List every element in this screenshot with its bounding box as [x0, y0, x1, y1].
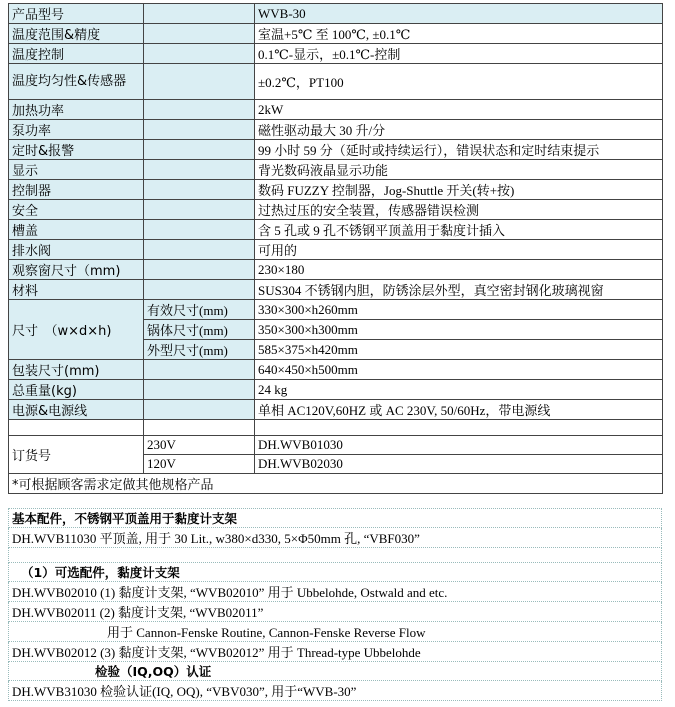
spec-value: 背光数码液晶显示功能 [255, 160, 663, 180]
spec-size-row [9, 300, 663, 320]
basic-accessory-item: DH.WVB11030 平顶盖, 用于 30 Lit., w380×d330, 5×Φ50mm 孔, “VBF030” [9, 528, 662, 548]
basic-accessories-title: 基本配件，不锈钢平顶盖用于黏度计支架 [9, 509, 662, 528]
spec-order-number: DH.WVB02030 [255, 455, 663, 474]
spec-blank [144, 420, 255, 436]
spec-mid [144, 280, 255, 300]
spec-order-number: DH.WVB01030 [255, 436, 663, 455]
spec-row [9, 120, 663, 140]
spec-note-row [9, 474, 663, 494]
spec-label: 材料 [9, 280, 144, 300]
spec-mid [144, 44, 255, 64]
spec-row [9, 44, 663, 64]
spec-label: 温度范围&精度 [9, 24, 144, 44]
acc-row [9, 509, 662, 528]
spec-size-label: 尺寸 （w×d×h) [9, 300, 144, 360]
spec-label: 安全 [9, 200, 144, 220]
spec-mid [144, 200, 255, 220]
optional-accessories-title: （1）可选配件，黏度计支架 [9, 563, 662, 582]
spec-order-voltage: 120V [144, 455, 255, 474]
spec-label: 控制器 [9, 180, 144, 200]
acc-row [9, 681, 662, 701]
spec-label: 泵功率 [9, 120, 144, 140]
spec-order-label: 订货号 [9, 436, 144, 474]
spec-value: 磁性驱动最大 30 升/分 [255, 120, 663, 140]
spec-row [9, 140, 663, 160]
spec-value: 数码 FUZZY 控制器，Jog-Shuttle 开关(转+按) [255, 180, 663, 200]
spec-value: 230×180 [255, 260, 663, 280]
spec-mid [144, 64, 255, 100]
acc-row [9, 563, 662, 582]
spec-label: 温度均匀性&传感器 [9, 64, 144, 100]
optional-item-1: DH.WVB02010 (1) 黏度计支架, “WVB02010” 用于 Ubbelohde, Ostwald and etc. [9, 582, 662, 602]
spec-mid [144, 4, 255, 24]
spec-label: 加热功率 [9, 100, 144, 120]
spec-label: 包装尺寸(mm) [9, 360, 144, 380]
spec-size-sub: 有效尺寸(mm) [144, 300, 255, 320]
spec-row [9, 260, 663, 280]
spec-value: ±0.2℃，PT100 [255, 64, 663, 100]
spec-row [9, 24, 663, 44]
spec-note: *可根据顾客需求定做其他规格产品 [9, 474, 663, 494]
spec-row [9, 360, 663, 380]
accessories-table [8, 508, 662, 701]
verification-title: 检验（IQ,OQ）认证 [9, 662, 662, 681]
spec-size-sub: 锅体尺寸(mm) [144, 320, 255, 340]
spec-value: 99 小时 59 分（延时或持续运行），错误状态和定时结束提示 [255, 140, 663, 160]
spec-label: 排水阀 [9, 240, 144, 260]
spec-value: 24 kg [255, 380, 663, 400]
acc-row [9, 622, 662, 642]
spacer [9, 548, 662, 563]
spec-value: 过热过压的安全装置，传感器错误检测 [255, 200, 663, 220]
spec-value: 2kW [255, 100, 663, 120]
spec-mid [144, 180, 255, 200]
spec-blank-row [9, 420, 663, 436]
spec-label: 观察窗尺寸（mm) [9, 260, 144, 280]
optional-item-2-usage: 用于 Cannon-Fenske Routine, Cannon-Fenske Reverse Flow [9, 622, 662, 642]
spec-row [9, 280, 663, 300]
spec-value: 含 5 孔或 9 孔不锈钢平顶盖用于黏度计插入 [255, 220, 663, 240]
spec-value: 单相 AC120V,60HZ 或 AC 230V, 50/60Hz，带电源线 [255, 400, 663, 420]
spec-label: 总重量(kg) [9, 380, 144, 400]
spec-blank [9, 420, 144, 436]
spec-blank [255, 420, 663, 436]
spec-mid [144, 24, 255, 44]
spec-row [9, 200, 663, 220]
spec-label: 电源&电源线 [9, 400, 144, 420]
spec-row [9, 380, 663, 400]
spec-value: SUS304 不锈钢内胆，防锈涂层外型，真空密封钢化玻璃视窗 [255, 280, 663, 300]
acc-row [9, 662, 662, 681]
spec-label: 温度控制 [9, 44, 144, 64]
spec-mid [144, 360, 255, 380]
spec-order-voltage: 230V [144, 436, 255, 455]
spec-row [9, 180, 663, 200]
spec-row [9, 100, 663, 120]
spec-size-value: 585×375×h420mm [255, 340, 663, 360]
spec-mid [144, 120, 255, 140]
spec-row [9, 4, 663, 24]
spec-row [9, 220, 663, 240]
spec-mid [144, 400, 255, 420]
spec-order-row [9, 436, 663, 455]
spec-value: 0.1℃-显示，±0.1℃-控制 [255, 44, 663, 64]
spec-mid [144, 220, 255, 240]
spec-label: 产品型号 [9, 4, 144, 24]
acc-row [9, 548, 662, 563]
spec-value: WVB-30 [255, 4, 663, 24]
spec-mid [144, 380, 255, 400]
spec-value: 640×450×h500mm [255, 360, 663, 380]
spec-table [8, 3, 663, 494]
spec-label: 槽盖 [9, 220, 144, 240]
spec-row [9, 400, 663, 420]
spec-value: 可用的 [255, 240, 663, 260]
spec-mid [144, 160, 255, 180]
spec-value: 室温+5℃ 至 100℃, ±0.1℃ [255, 24, 663, 44]
optional-item-3: DH.WVB02012 (3) 黏度计支架, “WVB02012” 用于 Thread-type Ubbelohde [9, 642, 662, 662]
acc-row [9, 528, 662, 548]
spec-row [9, 64, 663, 100]
acc-row [9, 602, 662, 622]
spec-size-value: 350×300×h300mm [255, 320, 663, 340]
spec-mid [144, 260, 255, 280]
acc-row [9, 642, 662, 662]
spec-mid [144, 100, 255, 120]
spec-size-sub: 外型尺寸(mm) [144, 340, 255, 360]
acc-row [9, 582, 662, 602]
spec-mid [144, 240, 255, 260]
spec-row [9, 240, 663, 260]
verification-item: DH.WVB31030 检验认证(IQ, OQ), “VBV030”, 用于“WVB-30” [9, 681, 662, 701]
spec-label: 显示 [9, 160, 144, 180]
spec-size-value: 330×300×h260mm [255, 300, 663, 320]
spec-row [9, 160, 663, 180]
optional-item-2: DH.WVB02011 (2) 黏度计支架, “WVB02011” [9, 602, 662, 622]
spec-mid [144, 140, 255, 160]
spec-label: 定时&报警 [9, 140, 144, 160]
